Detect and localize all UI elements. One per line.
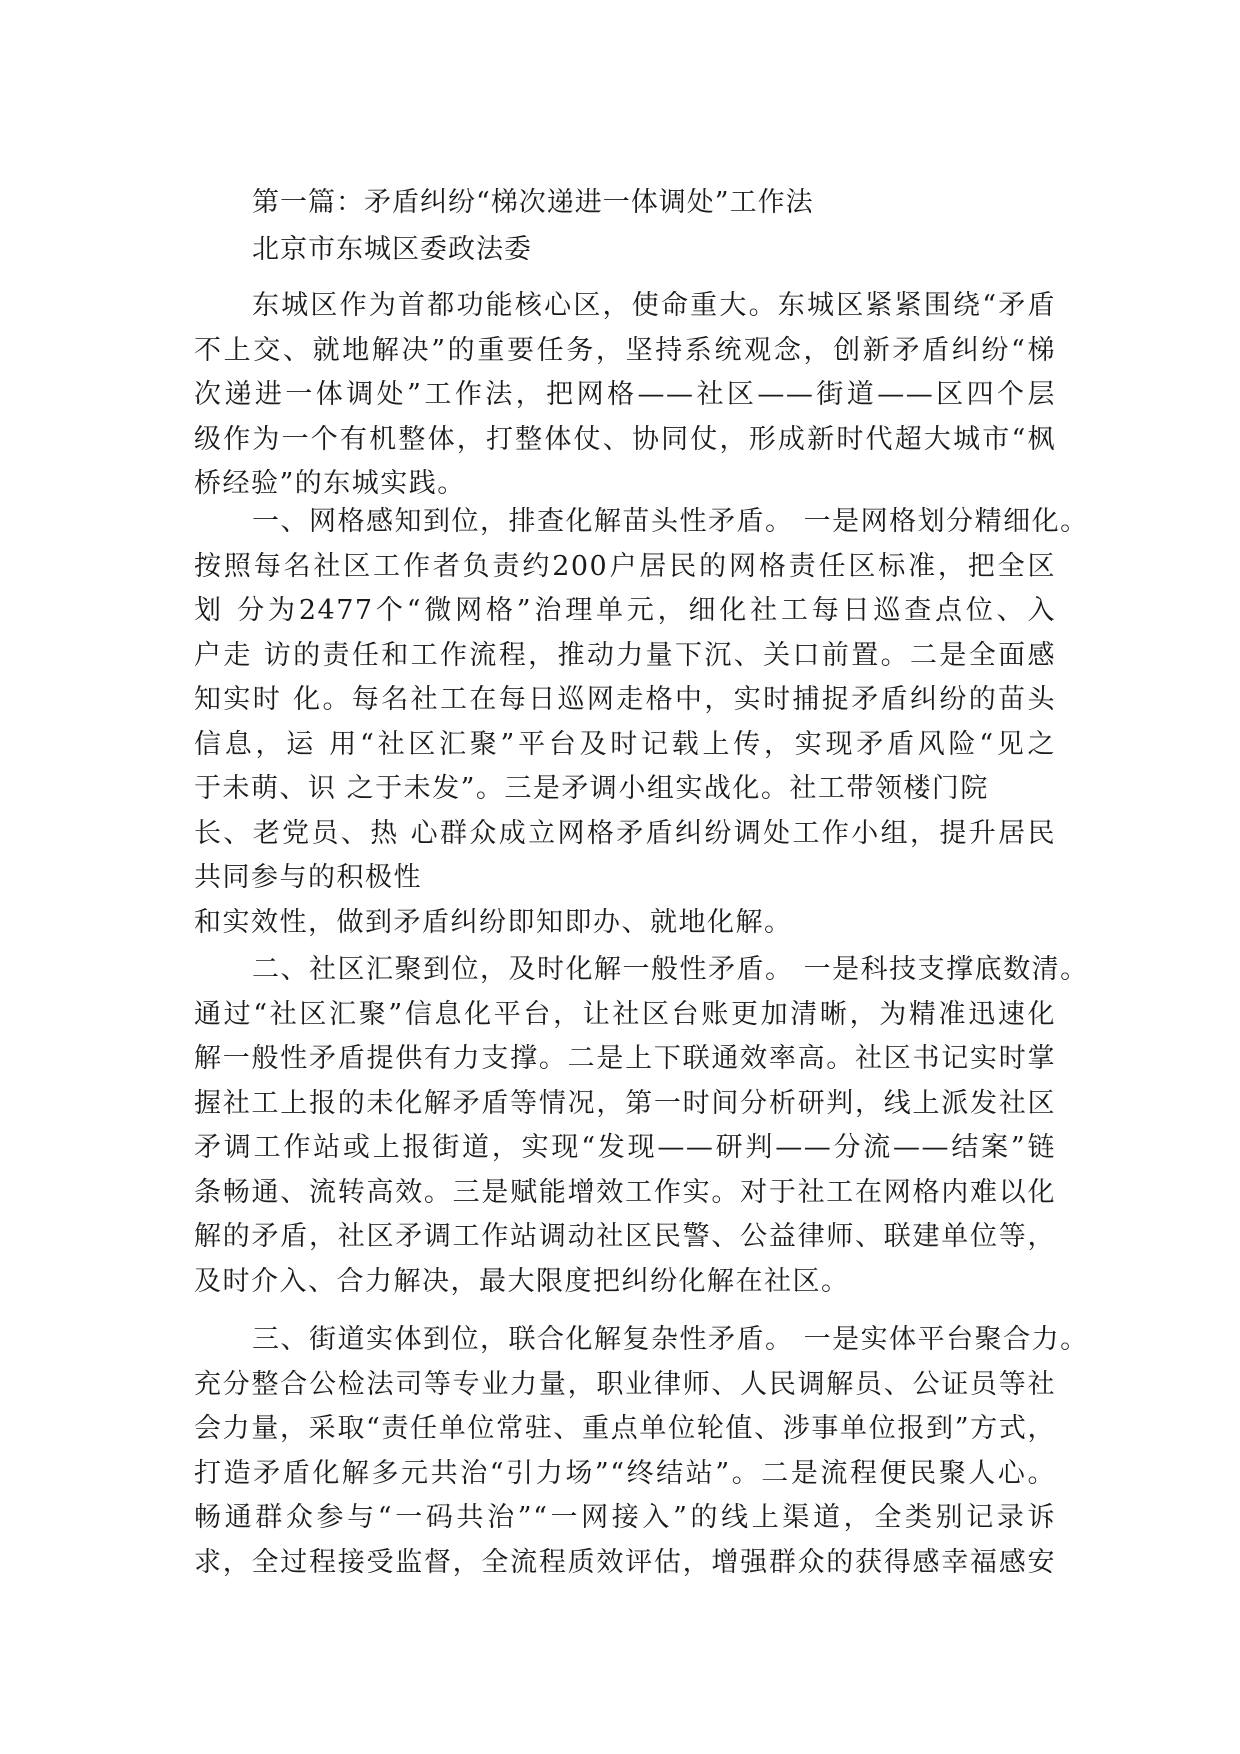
document-author: 北京市东城区委政法委 (252, 234, 532, 265)
text-line: 按照每名社区工作者负责约200户居民的网格责任区标准，把全区 (194, 550, 1056, 582)
text-line: 东城区作为首都功能核心区，使命重大。东城区紧紧围绕“矛盾 (252, 290, 1056, 321)
text-line: 解一般性矛盾提供有力支撑。二是上下联通效率高。社区书记实时掌 (194, 1043, 1056, 1074)
text-line: 打造矛盾化解多元共治“引力场”“终结站”。二是流程便民聚人心。 (194, 1457, 1056, 1489)
text-line: 通过“社区汇聚”信息化平台，让社区台账更加清晰，为精准迅速化 (194, 998, 1056, 1030)
paragraph-intro (194, 284, 1056, 507)
paragraph-section-3 (194, 1318, 1089, 1585)
text-line: 条畅通、流转高效。三是赋能增效工作实。对于社工在网格内难以化 (194, 1176, 1056, 1208)
text-line: 一、网格感知到位，排查化解苗头性矛盾。 一是网格划分精细化。 (252, 506, 1089, 537)
paragraph-section-1 (194, 500, 1089, 945)
document-title: 第一篇：矛盾纠纷“梯次递进一体调处”工作法 (252, 187, 814, 218)
text-line: 于未萌、识 之于未发”。三是矛调小组实战化。社工带领楼门院 (194, 773, 989, 804)
text-line: 握社工上报的未化解矛盾等情况，第一时间分析研判，线上派发社区 (194, 1087, 1056, 1119)
text-line: 不上交、就地解决”的重要任务，坚持系统观念，创新矛盾纠纷“梯 (194, 334, 1056, 366)
text-line: 求，全过程接受监督，全流程质效评估，增强群众的获得感幸福感安 (194, 1546, 1056, 1578)
text-line: 长、老党员、热 心群众成立网格矛盾纠纷调处工作小组，提升居民 (194, 817, 1056, 849)
text-line: 三、街道实体到位，联合化解复杂性矛盾。 一是实体平台聚合力。 (252, 1324, 1089, 1355)
text-line: 级作为一个有机整体，打整体仗、协同仗，形成新时代超大城市“枫 (194, 423, 1056, 455)
text-line: 充分整合公检法司等专业力量，职业律师、人民调解员、公证员等社 (194, 1368, 1056, 1400)
text-line: 及时介入、合力解决，最大限度把纠纷化解在社区。 (194, 1265, 850, 1297)
text-line: 信息，运 用“社区汇聚”平台及时记载上传，实现矛盾风险“见之 (194, 728, 1056, 760)
text-line: 划 分为2477个“微网格”治理单元，细化社工每日巡查点位、入 (194, 595, 1056, 626)
text-line: 二、社区汇聚到位，及时化解一般性矛盾。 一是科技支撑底数清。 (252, 954, 1089, 985)
text-line: 解的矛盾，社区矛调工作站调动社区民警、公益律师、联建单位等， (194, 1221, 1056, 1252)
text-line: 户走 访的责任和工作流程，推动力量下沉、关口前置。二是全面感 (194, 639, 1056, 671)
text-line: 和实效性，做到矛盾纠纷即知即办、就地化解。 (194, 906, 793, 938)
text-line: 次递进一体调处”工作法，把网格——社区——街道——区四个层 (194, 379, 1056, 410)
text-line: 会力量，采取“责任单位常驻、重点单位轮值、涉事单位报到”方式， (194, 1413, 1056, 1444)
text-line: 桥经验”的东城实践。 (194, 468, 466, 499)
text-line: 矛调工作站或上报街道，实现“发现——研判——分流——结案”链 (194, 1132, 1056, 1163)
text-line: 畅通群众参与“一码共治”“一网接入”的线上渠道，全类别记录诉 (194, 1502, 1056, 1533)
paragraph-section-2 (194, 948, 1089, 1304)
text-line: 共同参与的积极性 (194, 862, 422, 893)
text-line: 知实时 化。每名社工在每日巡网走格中，实时捕捉矛盾纠纷的苗头 (194, 684, 1056, 715)
